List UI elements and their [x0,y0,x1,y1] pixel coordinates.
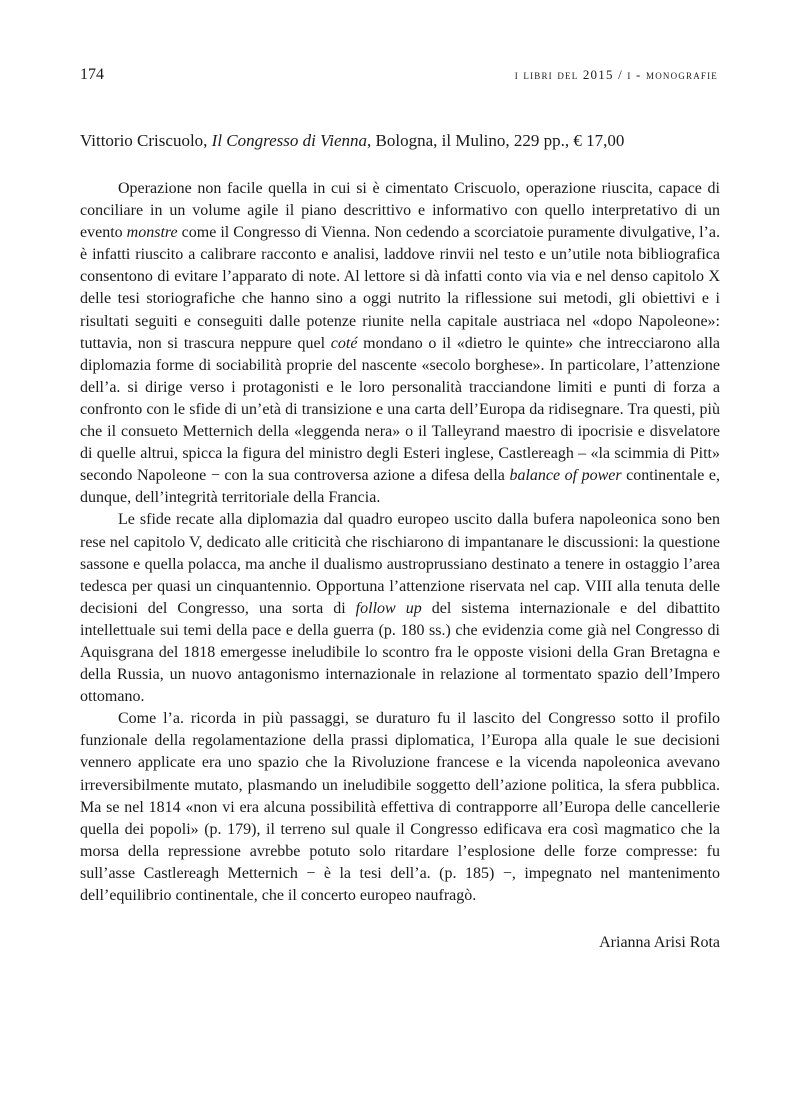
text-run: mondano o il «dietro le quinte» che intrecciarono alla diplomazia forme di sociabilità proprie del nascente «secolo borghese». In particolare, l’attenzione dell’a. si dirige verso i protagonisti e le loro personalità tracciandone limiti e punti di forza a confronto con le sfide di un’età di transizione e una carta dell’Europa da ridisegnare. Tra questi, più che il consueto Metternich della «leggenda nera» o il Talleyrand maestro di ipocrisie e disvelatore di quelle altrui, spicca la figura del ministro degli Esteri inglese, Castlereagh – «la scimmia di Pitt» secondo Napoleone − con la sua controversa azione a difesa della [80,334,720,485]
paragraph-3 [80,708,720,907]
text-run: Operazione non facile quella in cui si è cimentato Criscuolo, operazione riuscita, capace di conciliare in un volume agile il piano descrittivo e informativo con quello interpretativo di un evento [80,180,720,242]
text-run: Le sfide recate alla diplomazia dal quadro europeo uscito dalla bufera napoleonica sono ben rese nel capitolo V, dedicato alle criticità che rischiarono di impantanare le discussioni: la questione sassone e quella polacca, ma anche il dualismo austroprussiano destinato a tenere in ostaggio l’area tedesca per quasi un cinquantennio. Opportuna l’attenzione riservata nel cap. VIII alla tenuta delle decisioni del Congresso, una sorta di [80,511,720,617]
italic-term: coté [330,334,358,352]
citation-author: Vittorio Criscuolo, [80,131,208,150]
italic-term: balance of power [509,467,622,485]
paragraph-1 [80,178,720,509]
italic-term: monstre [126,224,178,242]
text-run: come il Congresso di Vienna. Non cedendo a scorciatoie puramente divulgative, l’a. è infatti riuscito a calibrare racconto e analisi, laddove rinvii nel testo e un’utile nota bibliografica consentono di evitare l’apparato di note. Al lettore si dà infatti conto via via e nel denso capitolo X delle tesi storiografiche che hanno sino a oggi nutrito la riflessione sui metodi, gli obiettivi e i risultati seguiti e conseguiti dalle potenze riunite nella capitale austriaca nel «dopo Napoleone»: tuttavia, non si trascura neppure quel [80,224,720,352]
text-run: continentale e, dunque, dell’integrità territoriale della Francia. [80,467,721,507]
book-citation [80,130,720,152]
page-number: 174 [80,66,104,83]
citation-details: , Bologna, il Mulino, 229 pp., € 17,00 [367,131,625,150]
page-header [80,66,718,88]
text-run: del sistema internazionale e del dibattito intellettuale sui temi della pace e della guerra (p. 180 ss.) che evidenzia come già nel Congresso di Aquisgrana del 1818 emergesse ineludibile lo scontro fra le opposte visioni della Gran Bretagna e della Russia, un nuovo antagonismo internazionale in relazione al tormentato spazio dell’Impero ottomano. [80,599,721,706]
italic-term: follow up [355,599,422,617]
reviewer-signature: Arianna Arisi Rota [599,934,720,951]
citation-title: Il Congresso di Vienna [211,131,368,150]
review-body [80,178,720,907]
paragraph-2 [80,509,720,708]
text-run: Come l’a. ricorda in più passaggi, se duraturo fu il lascito del Congresso sotto il profilo funzionale della regolamentazione della prassi diplomatica, l’Europa alla quale le sue decisioni vennero applicate era uno spazio che la Rivoluzione francese e la vicenda napoleonica avevano irreversibilmente mutato, plasmando un ineludibile soggetto dell’azione politica, la sfera pubblica. Ma se nel 1814 «non vi era alcuna possibilità effettiva di contrapporre all’Europa delle cancellerie quella dei popoli» (p. 179), il terreno sul quale il Congresso edificava era così magmatico che la morsa della repressione avrebbe potuto solo ritardare l’esplosione delle forze compresse: fu sull’asse Castlereagh Metternich − è la tesi dell’a. (p. 185) −, impegnato nel mantenimento dell’equilibrio continentale, che il concerto europeo naufragò. [80,710,720,904]
running-title: i libri del 2015 / i - monografie [514,67,718,82]
